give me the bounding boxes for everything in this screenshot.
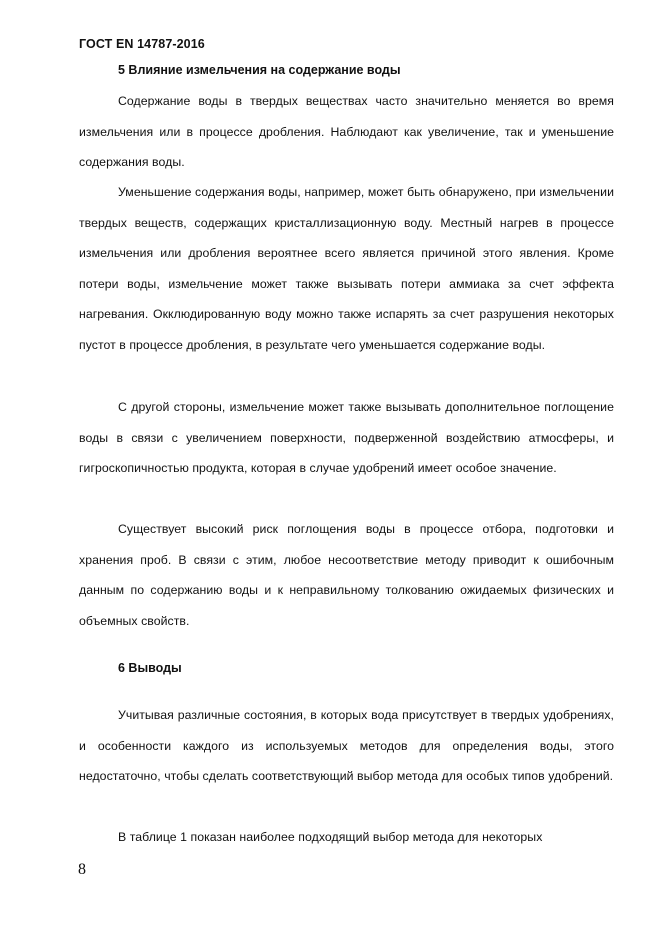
- section-6-paragraph-1: Учитывая различные состояния, в которых вода присутствует в твердых удобрениях, и особенности каждого из используемых методов для определения воды, этого недостаточно, чтобы сделать соответствующий выбор метода для особых типов удобрений.: [79, 708, 614, 784]
- section-6-paragraph-2: В таблице 1 показан наиболее подходящий выбор метода для некоторых: [118, 830, 543, 844]
- page-number: 8: [78, 861, 86, 878]
- section-5-paragraph-2: Уменьшение содержания воды, например, может быть обнаружено, при измельчении твердых веществ, содержащих кристаллизационную воду. Местный нагрев в процессе измельчения или дробления вероятнее всего является причиной этого явления. Кроме потери воды, измельчение может также вызывать потери аммиака за счет эффекта нагревания. Окклюдированную воду можно также испарять за счет разрушения некоторых пустот в процессе дробления, в результате чего уменьшается содержание воды.: [79, 185, 614, 352]
- section-5-paragraph-1: Содержание воды в твердых веществах часто значительно меняется во время измельчения или в процессе дробления. Наблюдают как увеличение, так и уменьшение содержания воды.: [79, 94, 614, 170]
- standard-header: ГОСТ EN 14787-2016: [79, 37, 205, 51]
- section-5-paragraph-4: Существует высокий риск поглощения воды в процессе отбора, подготовки и хранения проб. В связи с этим, любое несоответствие методу приводит к ошибочным данным по содержанию воды и к неправильному толкованию ожидаемых физических и объемных свойств.: [79, 522, 614, 628]
- section-5-title: 5 Влияние измельчения на содержание воды: [118, 63, 401, 77]
- section-6-title: 6 Выводы: [118, 661, 182, 675]
- section-5-paragraph-3: С другой стороны, измельчение может также вызывать дополнительное поглощение воды в связи с увеличением поверхности, подверженной воздействию атмосферы, и гигроскопичностью продукта, которая в случае удобрений имеет особое значение.: [79, 400, 614, 476]
